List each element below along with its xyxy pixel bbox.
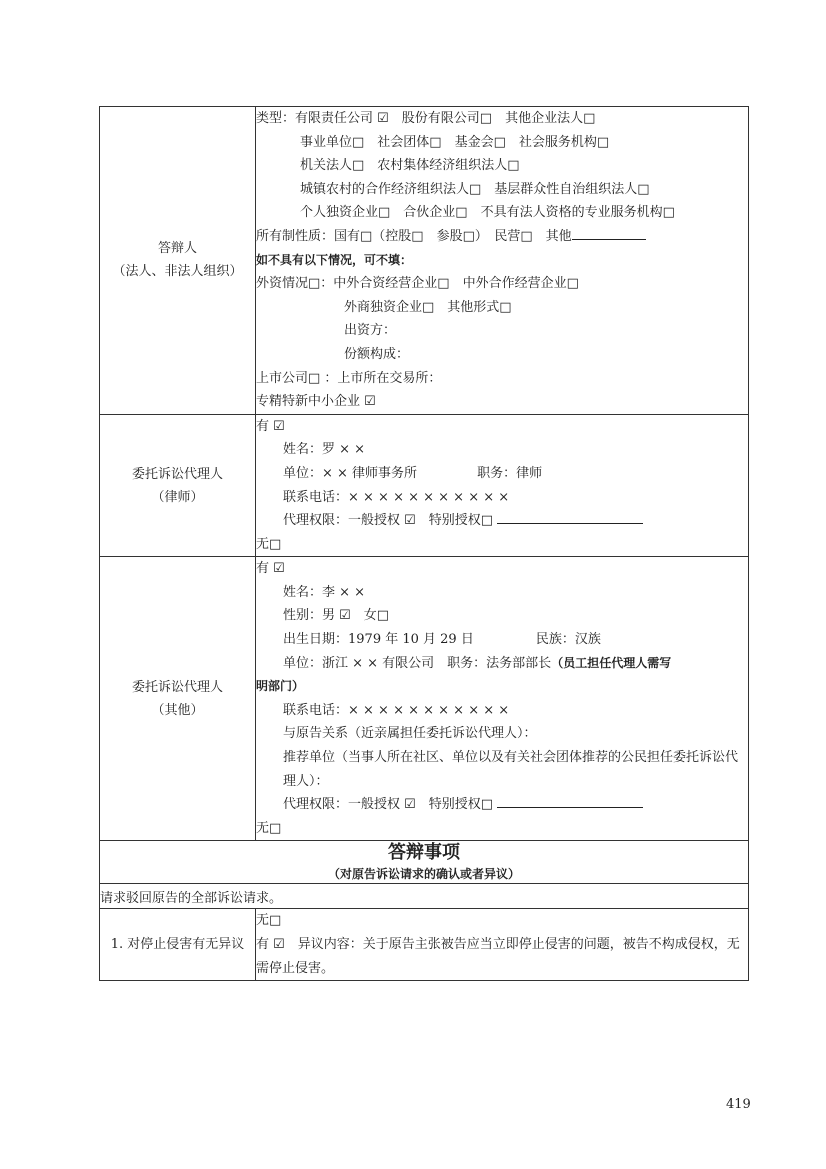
lawyer-has-line: 有 ☑ [256,418,285,434]
item1-label: 1. 对停止侵害有无异议 [100,909,256,981]
item1-content-cell [256,909,749,981]
listed-line: 上市公司□ ：上市所在交易所： [256,370,442,386]
request-row [100,884,749,909]
foreign-line-1: 外资情况□：中外合资经营企业□ 中外合作经营企业□ [256,276,579,292]
fill-note: 如不具有以下情况，可不填： [256,252,413,267]
agent-other-row [100,557,749,841]
lawyer-name-line: 姓名：罗 × × [283,442,366,458]
lawyer-phone-line: 联系电话：× × × × × × × × × × × [283,489,510,505]
other-recommend-line: 推荐单位（当事人所在社区、单位以及有关社会团体推荐的公民担任委托诉讼代理人）： [283,750,739,789]
agent-other-content-cell [256,557,749,841]
type-line-5: 个人独资企业□ 合伙企业□ 不具有法人资格的专业服务机构□ [300,205,675,221]
share-line: 份额构成： [344,346,410,362]
type-line-1: 类型：有限责任公司 ☑ 股份有限公司□ 其他企业法人□ [256,111,596,126]
ownership-text: 所有制性质：国有□（控股□ 参股□） 民营□ 其他 [256,228,572,244]
other-phone-line: 联系电话：× × × × × × × × × × × [283,702,510,718]
item1-has-line: 有 ☑ 异议内容：关于原告主张被告应当立即停止侵害的问题，被告不构成侵权，无需停止侵害。 [256,937,740,976]
lawyer-position: 职务：律师 [477,465,543,481]
lawyer-none-line: 无□ [256,536,282,552]
agent-other-label: 委托诉讼代理人 [131,679,223,695]
type-line-2: 事业单位□ 社会团体□ 基金会□ 社会服务机构□ [300,134,610,150]
defendant-content-cell [256,107,749,415]
other-birth-line [256,628,748,652]
other-relation-line: 与原告关系（近亲属担任委托诉讼代理人）： [283,726,537,742]
defendant-row [100,107,749,415]
other-authority: 代理权限：一般授权 ☑ 特别授权□ [283,797,494,813]
other-authority-line [256,793,748,817]
other-name-line: 姓名：李 × × [283,584,366,600]
section-title: 答辩事项 [388,842,460,864]
agent-lawyer-content-cell [256,414,749,557]
section-header-cell [100,841,749,884]
defendant-label-sub: （法人、非法人组织） [112,264,243,280]
other-has-line: 有 ☑ [256,561,285,577]
lawyer-special-blank [497,509,643,524]
other-birth: 出生日期：1979 年 10 月 29 日 [283,632,474,648]
lawyer-authority-line [256,509,748,533]
page-number: 419 [726,1097,751,1112]
other-ethnicity: 民族：汉族 [535,632,601,648]
agent-other-label-sub: （其他） [151,702,204,718]
lawyer-unit-line [256,462,748,486]
agent-lawyer-label-sub: （律师） [151,489,204,505]
section-subtitle: （对原告诉讼请求的确认或者异议） [327,867,520,882]
ownership-other-blank [572,225,646,240]
item1-row [100,909,749,981]
sme-line: 专精特新中小企业 ☑ [256,394,376,410]
other-special-blank [497,793,643,808]
other-unit-line [256,652,748,676]
other-gender-line: 性别：男 ☑ 女□ [283,608,390,624]
defendant-label-cell [100,107,256,415]
lawyer-unit: 单位：× × 律师事务所 [283,465,418,481]
defense-form-table [99,106,749,981]
other-unit: 单位：浙江 × × 有限公司 职务：法务部部长 [283,655,552,671]
request-cell: 请求驳回原告的全部诉讼请求。 [100,884,749,909]
type-line-3: 机关法人□ 农村集体经济组织法人□ [300,158,520,174]
agent-lawyer-label: 委托诉讼代理人 [131,466,223,482]
lawyer-authority: 代理权限：一般授权 ☑ 特别授权□ [283,513,494,529]
item1-none-line: 无□ [256,913,282,929]
agent-other-label-cell [100,557,256,841]
foreign-line-2: 外商独资企业□ 其他形式□ [344,299,512,315]
other-none-line: 无□ [256,820,282,836]
ownership-line [256,225,748,249]
other-unit-note-cont: 明部门） [256,679,305,694]
agent-lawyer-label-cell [100,414,256,557]
type-line-4: 城镇农村的合作经济组织法人□ 基层群众性自治组织法人□ [300,181,650,197]
other-unit-note: （员工担任代理人需写 [551,655,672,670]
defendant-label: 答辩人 [157,241,197,257]
section-header-row [100,841,749,884]
agent-lawyer-row [100,414,749,557]
investor-line: 出资方： [344,323,397,339]
